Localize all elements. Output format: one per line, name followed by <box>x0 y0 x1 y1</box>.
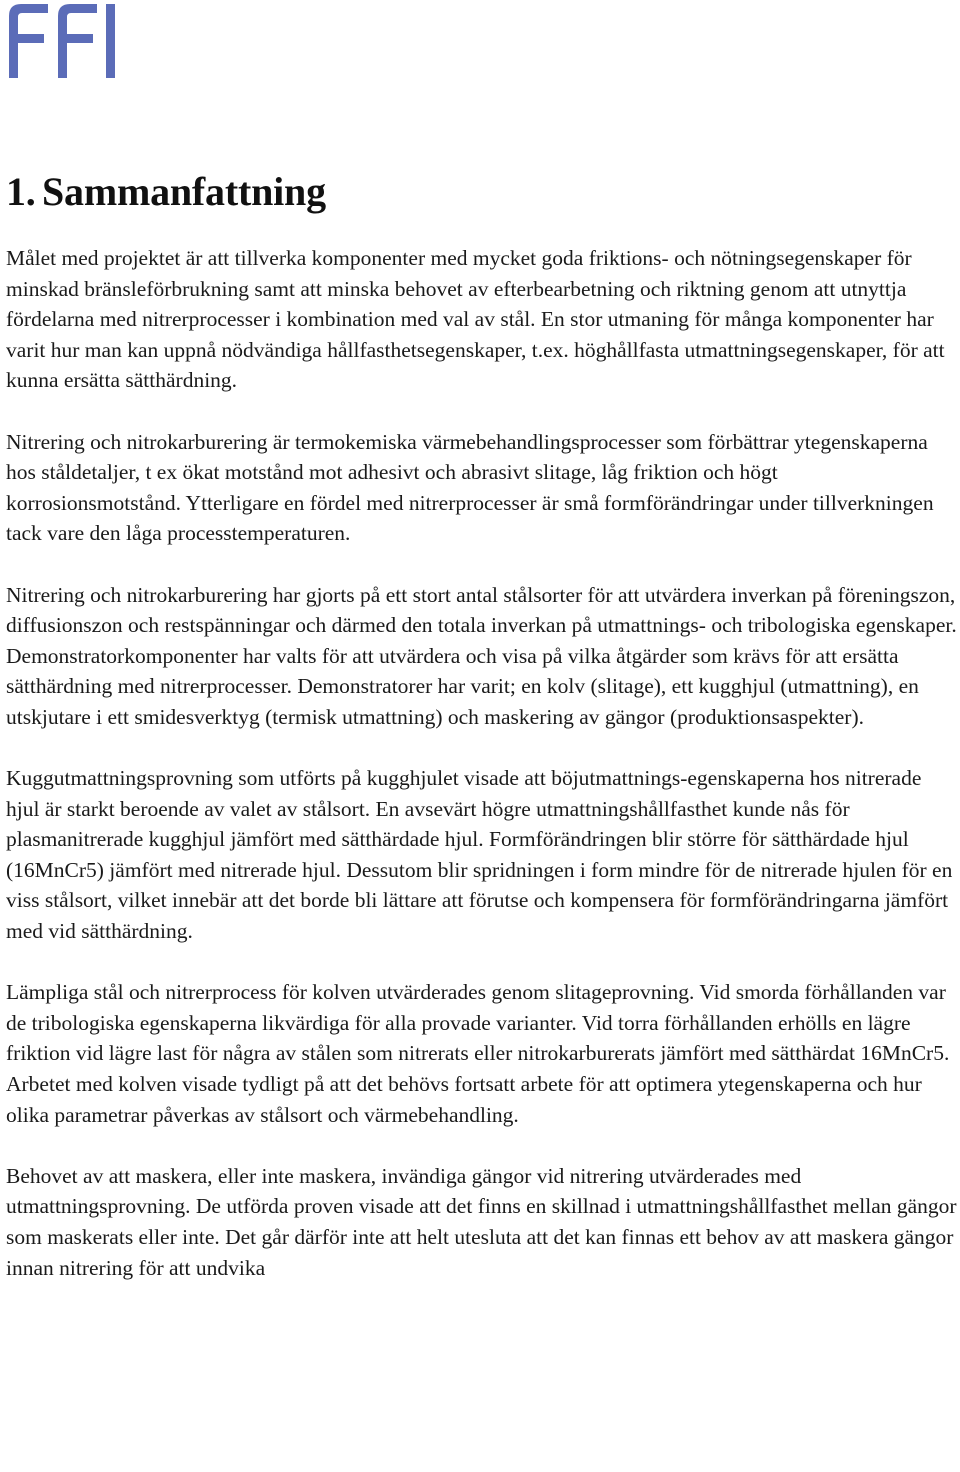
paragraph-gear-fatigue: Kuggutmattningsprovning som utförts på kugghjulet visade att böjutmattnings-egenskaperna hos nitrerade hjul är starkt beroende av valet av stålsort. En avsevärt högre utmattningshållfasthet kunde nås för plasmanitrerade kugghjul jämfört med sätthärdade hjul. Formförändringen blir större för sätthärdade hjul (16MnCr5) jämfört med nitrerade hjul. Dessutom blir spridningen i form mindre för de nitrerade hjulen för en viss stålsort, vilket innebär att det borde bli lättare att förutse och kompensera för formförändringarna jämfört med vid sätthärdning. <box>6 766 953 944</box>
paragraph-steel-evaluation: Nitrering och nitrokarburering har gjorts på ett stort antal stålsorter för att utvärdera inverkan på föreningszon, diffusionszon och restspänningar och därmed den totala inverkan på utmattnings- och tribologiska egenskaper. Demonstratorkomponenter har valts för att utvärdera och visa på vilka åtgärder som krävs för att ersätta sätthärdning med nitrerprocesser. Demonstratorer har varit; en kolv (slitage), ett kugghjul (utmattning), en utskjutare i ett smidesverktyg (termisk utmattning) och maskering av gängor (produktionsaspekter). <box>6 582 957 729</box>
section-title: Sammanfattning <box>42 169 326 214</box>
ffi-logo-mark <box>6 2 118 80</box>
paragraph-project-goal: Målet med projektet är att tillverka komponenter med mycket goda friktions- och nötningsegenskaper för minskad bränsleförbrukning samt att minska behovet av efterbearbetning och riktning genom att utnyttja fördelarna med nitrerprocesser i kombination med val av stål. En stor utmaning för många komponenter har varit hur man kan uppnå nödvändiga hållfasthetsegenskaper, t.ex. höghållfasta utmattningsegenskaper, för att kunna ersätta sätthärdning. <box>6 246 945 393</box>
section-number: 1. <box>6 169 36 214</box>
ffi-logo <box>6 2 118 80</box>
paragraph-nitriding-processes: Nitrering och nitrokarburering är termokemiska värmebehandlingsprocesser som förbättrar ytegenskaperna hos ståldetaljer, t ex ökat motstånd mot adhesivt och abrasivt slitage, låg friktion och högt korrosionsmotstånd. Ytterligare en fördel med nitrerprocesser är små formförändringar under tillverkningen tack vare den låga processtemperaturen. <box>6 429 934 546</box>
paragraph-thread-masking: Behovet av att maskera, eller inte maskera, invändiga gängor vid nitrering utvärderades med utmattningsprovning. De utförda proven visade att det finns en skillnad i utmattningshållfasthet mellan gängor som maskerats eller inte. Det går därför inte att helt utesluta att det kan finnas ett behov av att maskera gängor innan nitrering för att undvika <box>6 1163 957 1280</box>
paragraph-piston-wear: Lämpliga stål och nitrerprocess för kolven utvärderades genom slitageprovning. Vid smorda förhållanden var de tribologiska egenskaperna likvärdiga för alla provade varianter. Vid torra förhållanden erhölls en lägre friktion vid lägre last för några av stålen som nitrerats eller nitrokarburerats jämfört med sätthärdat 16MnCr5. Arbetet med kolven visade tydligt på att det behövs fortsatt arbete för att optimera ytegenskaperna och hur olika parametrar påverkas av stålsort och värmebehandling. <box>6 980 950 1127</box>
body-text <box>6 243 958 1283</box>
section-heading <box>6 168 326 216</box>
logo-text <box>6 80 7 81</box>
